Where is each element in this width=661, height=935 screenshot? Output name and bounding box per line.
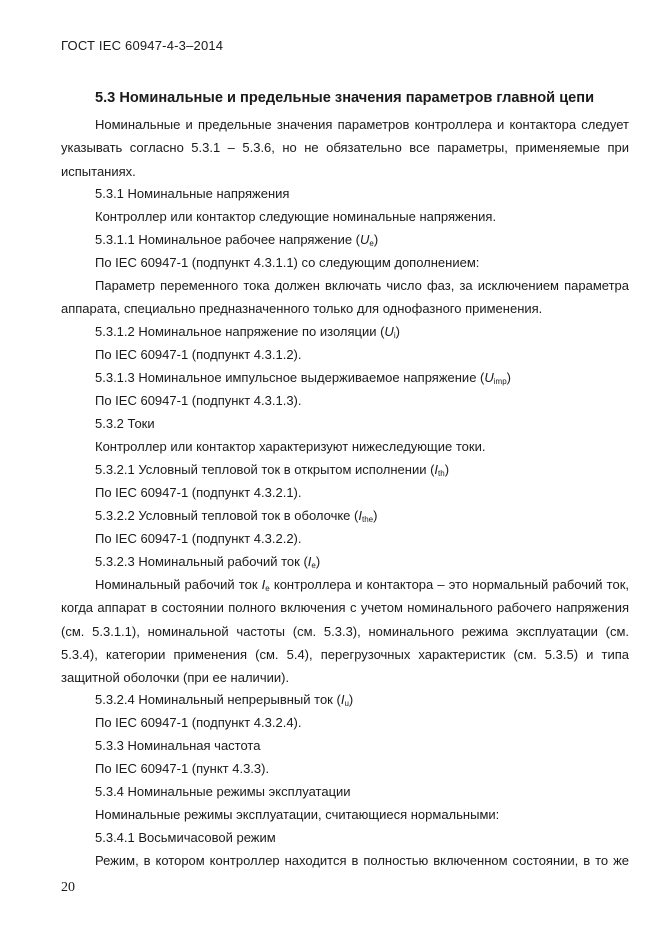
text-before: Номинальный рабочий ток	[95, 577, 262, 592]
clause-5-3-2-text: Контроллер или контактор характеризуют нижеследующие токи.	[95, 439, 486, 454]
clause-5-3-1-2	[95, 320, 400, 343]
symbol-subscript: e	[265, 584, 270, 593]
paren-close: )	[373, 232, 379, 247]
paragraph-rated-current	[61, 573, 629, 689]
clause-title: 5.3.2.4 Номинальный непрерывный ток (	[95, 692, 341, 707]
clause-title: 5.3.1.3 Номинальное импульсное выдерживаемое напряжение (	[95, 370, 485, 385]
symbol-subscript: u	[344, 699, 349, 708]
document-header: ГОСТ IEC 60947-4-3–2014	[61, 38, 224, 53]
symbol-subscript: i	[393, 331, 396, 340]
paragraph-eight-hour: Режим, в котором контроллер находится в полностью включенном состоянии, в то же	[95, 853, 629, 868]
clause-5-3-2-2	[95, 504, 377, 527]
clause-5-3-1-3-text: По IEC 60947-1 (подпункт 4.3.1.3).	[95, 393, 302, 408]
clause-5-3-4-text: Номинальные режимы эксплуатации, считающиеся нормальными:	[95, 807, 500, 822]
clause-5-3-1-2-text: По IEC 60947-1 (подпункт 4.3.1.2).	[95, 347, 302, 362]
symbol: I	[261, 577, 266, 592]
symbol: I	[434, 462, 439, 477]
text-after: контроллера и контактора – это нормальный рабочий ток, когда аппарат в состоянии полного включения с учетом номинального рабочего напряжения (см. 5.3.1.1), номинальной частоты (см. 5.3.3), номинального режима эксплуатации (см. 5.3.4), категории применения (см. 5.4), перегрузочных характеристик (см. 5.3.5) и типа защитной оболочки (при ее наличии).	[61, 577, 629, 686]
paren-close: )	[395, 324, 400, 339]
clause-5-3-1-text: Контроллер или контактор следующие номинальные напряжения.	[95, 209, 497, 224]
clause-5-3-2-4-text: По IEC 60947-1 (подпункт 4.3.2.4).	[95, 715, 302, 730]
clause-5-3-4: 5.3.4 Номинальные режимы эксплуатации	[95, 784, 351, 799]
clause-title: 5.3.1.1 Номинальное рабочее напряжение (	[95, 232, 361, 247]
paren-close: )	[506, 370, 511, 385]
symbol: U	[384, 324, 394, 339]
paren-close: )	[373, 508, 378, 523]
clause-5-3-2-3	[95, 550, 320, 573]
clause-5-3-1-1	[95, 228, 378, 251]
symbol: U	[484, 370, 494, 385]
clause-title: 5.3.2.1 Условный тепловой ток в открытом исполнении (	[95, 462, 435, 477]
symbol-subscript: e	[369, 239, 374, 248]
paren-close: )	[348, 692, 354, 707]
paragraph-phases: Параметр переменного тока должен включать число фаз, за исключением параметра аппарата, специально предназначенного только для однофазного применения.	[61, 278, 629, 317]
clause-5-3-2-1	[95, 458, 449, 481]
clause-5-3-2-2-text: По IEC 60947-1 (подпункт 4.3.2.2).	[95, 531, 302, 546]
symbol: I	[358, 508, 362, 523]
clause-5-3-3-text: По IEC 60947-1 (пункт 4.3.3).	[95, 761, 270, 776]
clause-5-3-1-3	[95, 366, 511, 389]
clause-5-3-4-1: 5.3.4.1 Восьмичасовой режим	[95, 830, 276, 845]
clause-5-3-2: 5.3.2 Токи	[95, 416, 155, 431]
clause-5-3-1: 5.3.1 Номинальные напряжения	[95, 186, 290, 201]
clause-5-3-3: 5.3.3 Номинальная частота	[95, 738, 261, 753]
symbol-subscript: th	[438, 469, 445, 478]
page-number: 20	[61, 880, 75, 895]
paren-close: )	[444, 462, 450, 477]
symbol-subscript: the	[361, 515, 374, 524]
symbol: U	[360, 232, 370, 247]
clause-title: 5.3.1.2 Номинальное напряжение по изоляции (	[95, 324, 385, 339]
symbol-subscript: imp	[493, 377, 507, 386]
symbol: I	[340, 692, 345, 707]
symbol: I	[307, 554, 312, 569]
clause-5-3-2-4	[95, 688, 353, 711]
section-title: 5.3 Номинальные и предельные значения параметров главной цепи	[95, 90, 595, 106]
paren-close: )	[315, 554, 321, 569]
clause-title: 5.3.2.2 Условный тепловой ток в оболочке (	[95, 508, 359, 523]
symbol-subscript: e	[311, 561, 316, 570]
clause-5-3-2-1-text: По IEC 60947-1 (подпункт 4.3.2.1).	[95, 485, 302, 500]
paragraph-intro: Номинальные и предельные значения параметров контроллера и контактора следует указывать согласно 5.3.1 – 5.3.6, но не обязательно все параметры, применяемые при испытаниях.	[61, 117, 629, 179]
clause-5-3-1-1-text: По IEC 60947-1 (подпункт 4.3.1.1) со следующим дополнением:	[95, 255, 480, 270]
clause-title: 5.3.2.3 Номинальный рабочий ток (	[95, 554, 308, 569]
